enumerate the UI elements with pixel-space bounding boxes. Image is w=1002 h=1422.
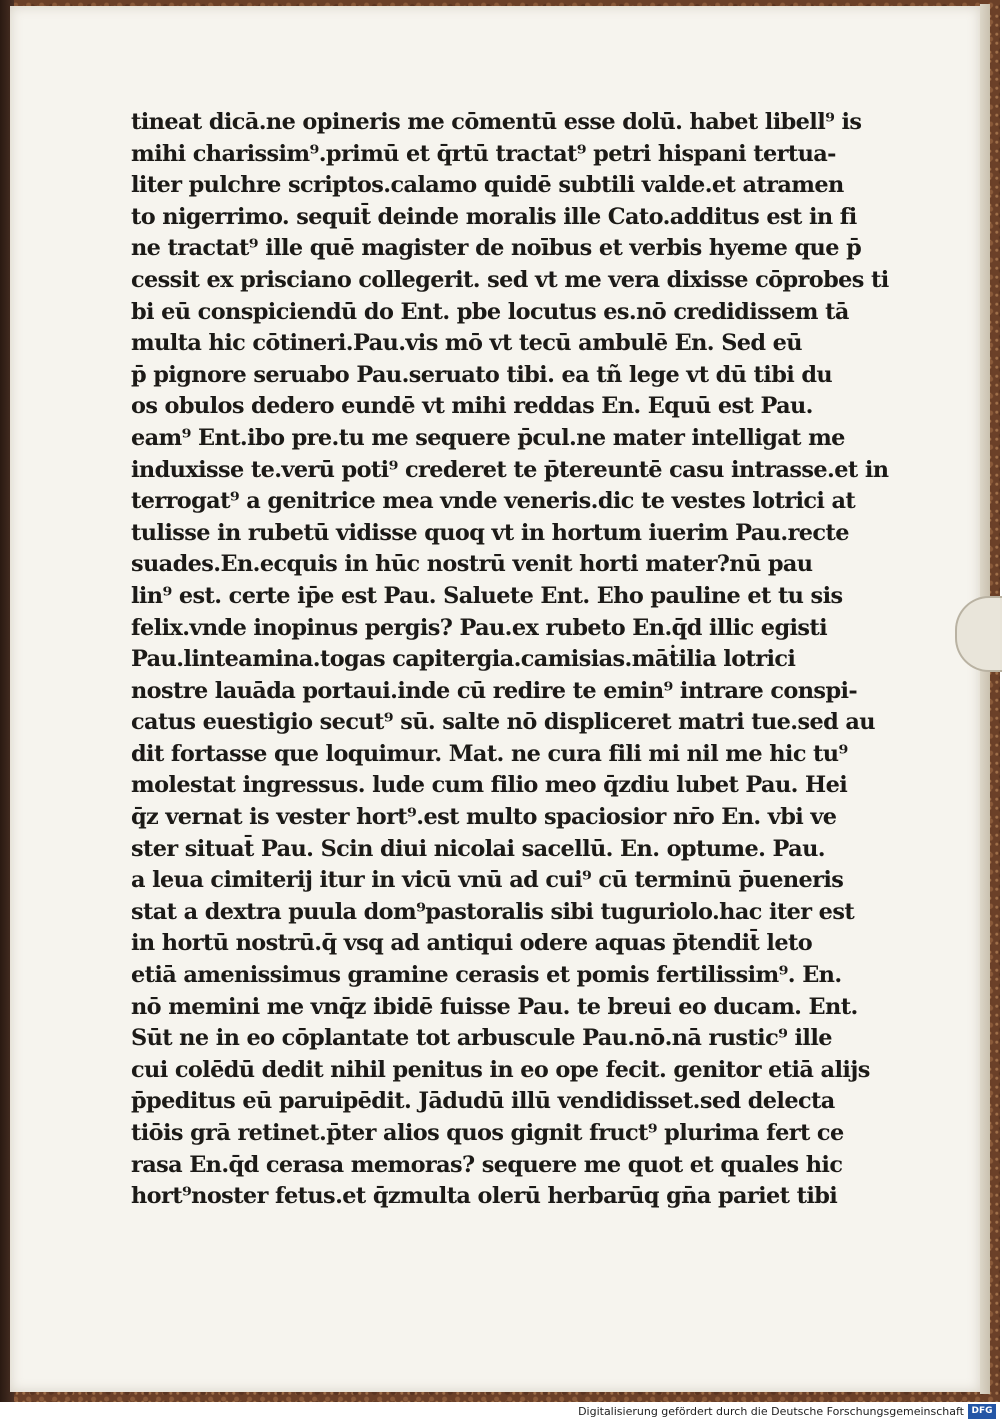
text-line: a leua cimiterij itur in vicū vnū ad cui⁹ cū terminū p̄ueneris — [131, 867, 844, 894]
text-line: terrogat⁹ a genitrice mea vnde veneris.dic te vestes lotrici at — [131, 488, 856, 515]
text-line: ster situat̄ Pau. Scin diui nicolai sacellū. En. optume. Pau. — [131, 835, 825, 862]
text-line: cessit ex prisciano collegerit. sed vt me vera dixisse cōprobes ti — [131, 266, 889, 293]
text-line: ne tractat⁹ ille quē magister de noībus et verbis hyeme que p̄ — [131, 235, 862, 262]
text-line: suades.En.ecquis in hūc nostrū venit horti mater?nū pau — [131, 551, 813, 578]
text-line: multa hic cōtineri.Pau.vis mō vt tecū ambulē En. Sed eū — [131, 330, 802, 357]
text-line: felix.vnde inopinus pergis? Pau.ex rubeto En.q̄d illic egisti — [131, 614, 828, 641]
text-line: catus euestigio secut⁹ sū. salte nō displiceret matri tue.sed au — [131, 709, 875, 736]
text-line: tineat dicā.ne opineris me cōmentū esse dolū. habet libell⁹ is — [131, 109, 862, 135]
text-line: p̄ pignore seruabo Pau.seruato tibi. ea tñ lege vt dū tibi du — [131, 361, 833, 388]
text-line: p̄peditus eū paruipēdit. Jādudū illū vendidisset.sed delecta — [131, 1088, 835, 1115]
text-line: stat a dextra puula dom⁹pastoralis sibi tuguriolo.hac iter est — [131, 898, 855, 925]
dfg-logo: DFG — [968, 1404, 996, 1419]
text-line: etiā amenissimus gramine cerasis et pomis fertilissim⁹. En. — [131, 962, 842, 989]
incunable-text-block — [131, 107, 889, 1213]
text-line: dit fortasse que loquimur. Mat. ne cura fili mi nil me hic tu⁹ — [131, 740, 848, 767]
text-line: q̄z vernat is vester hort⁹.est multo spaciosior nr̄o En. vbi ve — [131, 804, 837, 831]
text-line: Pau.linteamina.togas capitergia.camisias.māṫilia lotrici — [131, 646, 796, 673]
page-edge — [980, 4, 990, 1394]
text-line: eam⁹ Ent.ibo pre.tu me sequere p̄cul.ne mater intelligat me — [131, 424, 845, 451]
text-line: hort⁹noster fetus.et q̄zmulta olerū herbarūq̧ gn̄a pariet tibi — [131, 1183, 838, 1210]
funding-credit: Digitalisierung gefördert durch die Deutsche Forschungsgemeinschaft — [578, 1405, 964, 1418]
text-line: tiōis grā retinet.p̄ter alios quos gignit fruct⁹ plurima fert ce — [131, 1120, 844, 1146]
text-line: in hortū nostrū.q̄ vsq̧ ad antiqui odere aquas p̄tendit̄ leto — [131, 930, 813, 957]
text-line: rasa En.q̄d cerasa memoras? sequere me quot et quales hic — [131, 1151, 843, 1178]
text-line: induxisse te.verū poti⁹ crederet te p̄tereuntē casu intrasse.et in — [131, 456, 889, 483]
text-line: tulisse in rubetū vidisse quoq̧ vt in hortum iuerim Pau.recte — [131, 519, 849, 546]
text-line: mihi charissim⁹.primū et q̄rtū tractat⁹ petri hispani tertua- — [131, 140, 836, 167]
text-line: lin⁹ est. certe ip̄e est Pau. Saluete Ent. Eho pauline et tu sis — [131, 582, 843, 609]
text-line: to nigerrimo. sequit̄ deinde moralis ille Cato.additus est in fi — [131, 203, 857, 230]
text-line: os obulos dedero eundē vt mihi reddas En. Equū est Pau. — [131, 393, 813, 420]
text-line: molestat ingressus. lude cum filio meo q̄zdiu lubet Pau. Hei — [131, 772, 848, 799]
text-line: cui colēdū dedit nihil penitus in eo ope fecit. genitor etiā alijs — [131, 1056, 870, 1083]
text-line: liter pulchre scriptos.calamo quidē subtili valde.et atramen — [131, 172, 844, 199]
text-line: nō memini me vnq̄z ibidē fuisse Pau. te breui eo ducam. Ent. — [131, 993, 858, 1020]
text-line: Sūt ne in eo cōplantate tot arbuscule Pau.nō.nā rustic⁹ ille — [131, 1025, 832, 1052]
text-line: nostre lauāda portaui.inde cū redire te emin⁹ intrare conspi- — [131, 677, 858, 704]
text-line: bi eū conspiciendū do Ent. pbe locutus es.nō credidissem tā — [131, 298, 849, 325]
digitization-footer — [0, 1402, 1000, 1422]
